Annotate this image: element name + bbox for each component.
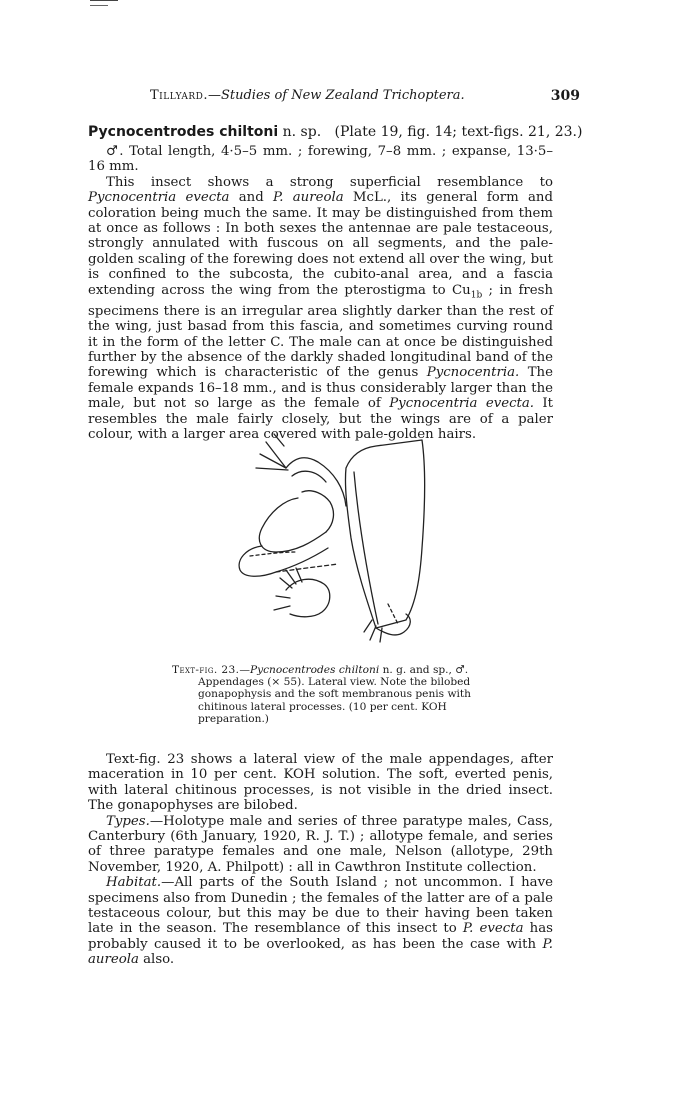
caption-rest-2: Appendages (× 55). Lateral view. Note the bilobed gonapophysis and the soft membranous penis with chitinous lateral processes. (10 per cent. KOH preparation.)	[198, 676, 471, 725]
species-status: n. sp.	[282, 124, 322, 140]
page-number: 309	[550, 88, 580, 104]
scan-edge-mark	[90, 0, 118, 1]
figure-lateral-process	[286, 579, 330, 617]
textfig-paragraph: Text-fig. 23 shows a lateral view of the male appendages, after maceration in 10 per cent. KOH solution. The soft, everted penis, with lateral chitinous processes, is not visible in the dried insect. The gonapophyses are bilobed.	[88, 752, 553, 814]
species-name: Pycnocentrodes chiltoni	[88, 124, 279, 140]
caption-label: Text-fig. 23.	[172, 664, 240, 676]
running-header	[150, 88, 580, 108]
species-heading	[88, 124, 583, 140]
description-block	[88, 144, 553, 442]
figure-penis	[239, 546, 328, 576]
figure-plate-inner-line	[354, 472, 378, 624]
figure-gonapophysis	[259, 498, 326, 552]
caption-rest-1: n. g. and sp., ♂.	[379, 664, 469, 676]
figure-caption	[172, 664, 492, 725]
species-refs: (Plate 19, fig. 14; text-figs. 21, 23.)	[334, 124, 583, 140]
caption-species: —Pycnocentrodes chiltoni	[239, 664, 380, 676]
male-measurements: ♂. Total length, 4·5–5 mm. ; forewing, 7–8 mm. ; expanse, 13·5–16 mm.	[88, 144, 553, 175]
habitat-paragraph: Habitat.—All parts of the South Island ; not uncommon. I have specimens also from Dunedin ; the females of the latter are of a pale testaceous colour, but this may be due to their having been taken late in the season. The resemblance of this insect to P. evecta has probably caused it to be overlooked, as has been the case with P. aureola also.	[88, 875, 554, 968]
scan-edge-mark-2	[90, 5, 108, 6]
lower-text-block	[88, 752, 553, 968]
types-paragraph: Types.—Holotype male and series of three paratype males, Cass, Canterbury (6th January, 1920, R. J. T.) ; allotype female, and series of three paratype females and one male, Nelson (allotype, 29th November, 1920, A. Philpott) : all in Cawthron Institute collection.	[88, 813, 553, 875]
appendage-figure	[226, 428, 436, 650]
figure-segment-plate	[345, 440, 424, 628]
description-paragraph: This insect shows a strong superficial resemblance to Pycnocentria evecta and P. aureola McL., its general form and coloration being much the same. It may be distinguished from them at once as follows : In both sexes the antennae are pale testaceous, strongly annulated with fuscous on all segments, and the pale-golden scaling of the forewing does not extend all over the wing, but is confined to the subcosta, the cubito-anal area, and a fascia extending across the wing from the pterostigma to $Cu_{1b}$ ; in fresh specimens there is an irregular area slightly darker than the rest of the wing, just basad from this fascia, and sometimes curving round it in the form of the letter C. The male can at once be distinguished further by the absence of the darkly shaded longitudinal band of the forewing which is characteristic of the genus Pycnocentria. The female expands 16–18 mm., and is thus considerably larger than the male, but not so large as the female of Pycnocentria evecta. It resembles the male fairly closely, but the wings are of a paler colour, with a larger area covered with pale-golden hairs.	[88, 174, 554, 442]
header-title: —Studies of New Zealand Trichoptera.	[207, 88, 465, 103]
header-author: Tillyard.	[150, 88, 208, 103]
